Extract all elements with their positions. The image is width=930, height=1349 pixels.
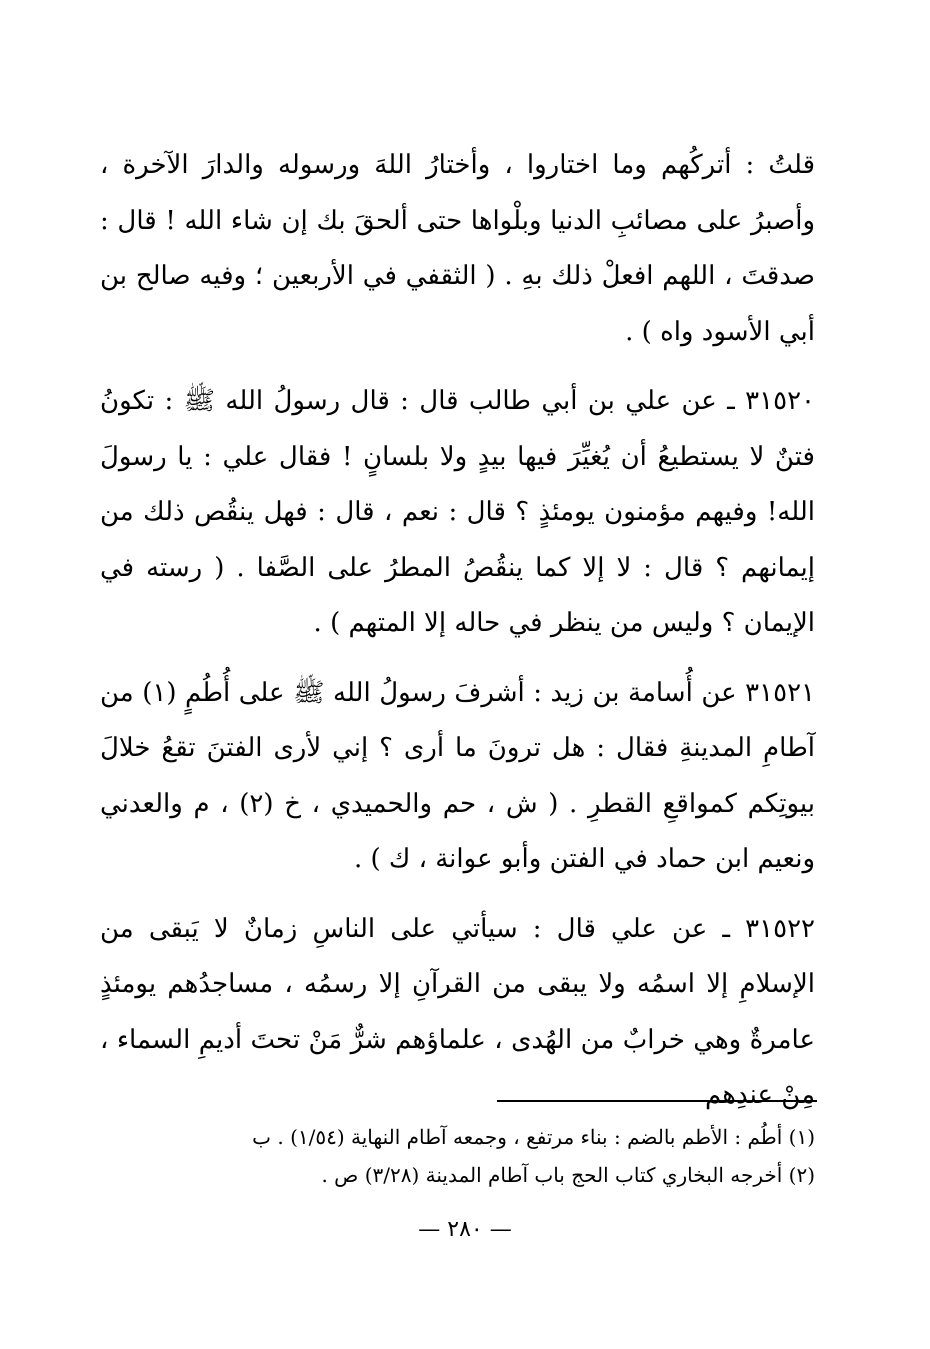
footnote-separator xyxy=(497,1100,817,1102)
paragraph-continuation: قلتُ : أتركُهم وما اختاروا ، وأختارُ اللهَ ورسوله والدارَ الآخرة ، وأصبرُ على مصائبِ الدنيا وبلْواها حتى ألحقَ بك إن شاء الله ! قال : صدقتَ ، اللهم افعلْ ذلك بهِ . ( الثقفي في الأربعين ؛ وفيه صالح بن أبي الأسود واه ) . xyxy=(100,150,815,347)
page-number: — ٢٨٠ — xyxy=(418,1217,512,1242)
footnotes xyxy=(100,1118,815,1194)
hadith-31521: ٣١٥٢١ عن أُسامة بن زيد : أشرفَ رسولُ الله ﷺ على أُطُمٍ (١) من آطامِ المدينةِ فقال : هل ترونَ ما أرى ؟ إني لأرى الفتنَ تقعُ خلالَ بيوتِكم كمواقعِ القطرِ . ( ش ، حم والحميدي ، خ (٢) ، م والعدني ونعيم ابن حماد في الفتن وأبو عوانة ، ك ) . xyxy=(100,677,815,874)
footnote-2: (٢) أخرجه البخاري كتاب الحج باب آطام المدينة (٣/٢٨) ص . xyxy=(321,1163,815,1187)
footnote-1: (١) أطُم : الأطم بالضم : بناء مرتفع ، وجمعه آطام النهاية (١/٥٤) . ب xyxy=(252,1125,815,1149)
hadith-31520: ٣١٥٢٠ ـ عن علي بن أبي طالب قال : قال رسولُ الله ﷺ : تكونُ فتنٌ لا يستطيعُ أن يُغيِّرَ فيها بيدٍ ولا بلسانٍ ! فقال علي : يا رسولَ الله! وفيهم مؤمنون يومئذٍ ؟ قال : نعم ، قال : فهل ينقُص ذلك من إيمانهم ؟ قال : لا إلا كما ينقُصُ المطرُ على الصَّفا . ( رسته في الإيمان ؟ وليس من ينظر في حاله إلا المتهم ) . xyxy=(100,386,815,638)
hadith-31522: ٣١٥٢٢ ـ عن علي قال : سيأتي على الناسِ زمانٌ لا يَبقى من الإسلامِ إلا اسمُه ولا يبقى من القرآنِ إلا رسمُه ، مساجدُهم يومئذٍ عامرةٌ وهي خرابٌ من الهُدى ، علماؤهم شرٌّ مَنْ تحتَ أديمِ السماء ، مِنْ عندِهم xyxy=(100,913,815,1110)
main-text xyxy=(100,138,815,1138)
